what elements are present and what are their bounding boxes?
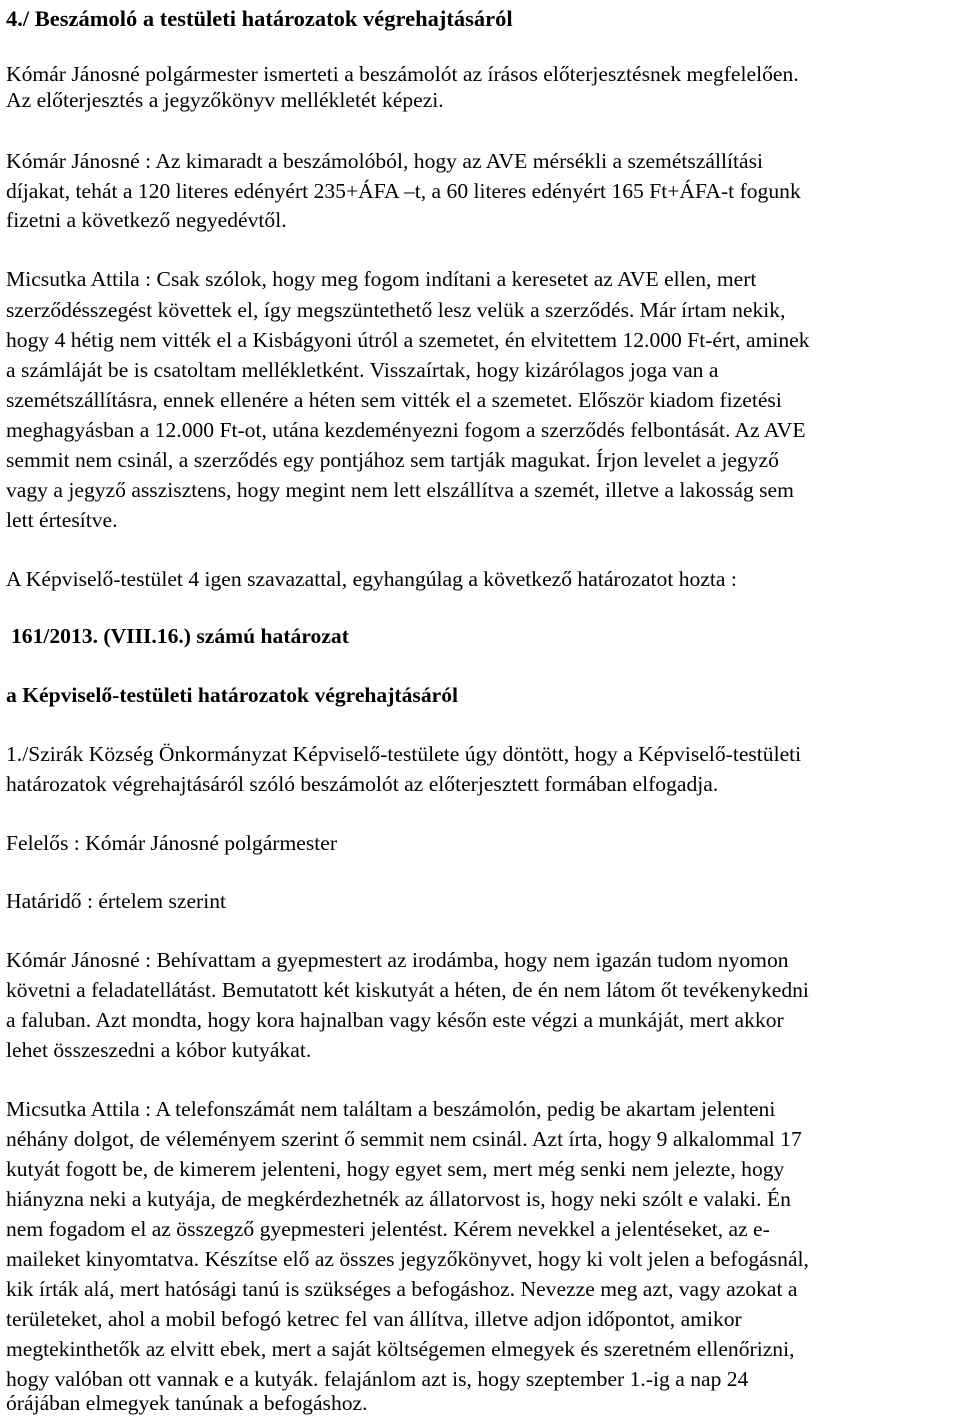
paragraph-line: Kómár Jánosné : Az kimaradt a beszámolóból, hogy az AVE mérsékli a szemétszállítási: [6, 149, 763, 173]
section-heading: 4./ Beszámoló a testületi határozatok végrehajtásáról: [6, 6, 513, 31]
paragraph-line: követni a feladatellátást. Bemutatott két kiskutyát a héten, de én nem látom őt tevékenykedni: [6, 978, 809, 1002]
paragraph-line: semmit nem csinál, a szerződés egy pontjához sem tartják magukat. Írjon levelet a jegyző: [6, 448, 779, 472]
paragraph-line: lett értesítve.: [6, 508, 118, 532]
resolution-title: a Képviselő-testületi határozatok végrehajtásáról: [6, 683, 458, 707]
paragraph-line: Micsutka Attila : A telefonszámát nem találtam a beszámolón, pedig be akartam jelenteni: [6, 1097, 776, 1121]
responsible-line: Felelős : Kómár Jánosné polgármester: [6, 831, 338, 855]
paragraph-line: néhány dolgot, de véleményem szerint ő semmit nem csinál. Azt írta, hogy 9 alkalommal 17: [6, 1127, 802, 1151]
paragraph-line: a faluban. Azt mondta, hogy kora hajnalban vagy későn este végzi a munkáját, mert akkor: [6, 1008, 784, 1032]
paragraph-line: kutyát fogott be, de kimerem jelenteni, hogy egyet sem, mert még senki nem jelezte, hogy: [6, 1157, 785, 1181]
paragraph-line: a számláját be is csatoltam mellékletként. Visszaírtak, hogy kizárólagos joga van a: [6, 358, 719, 382]
vote-statement: A Képviselő-testület 4 igen szavazattal, egyhangúlag a következő határozatot hozta :: [6, 567, 737, 591]
paragraph-line: maileket kinyomtatva. Készítse elő az összes jegyzőkönyvet, hogy ki volt jelen a befogásnál,: [6, 1247, 809, 1271]
deadline-line: Határidő : értelem szerint: [6, 889, 227, 913]
paragraph-line: órájában elmegyek tanúnak a befogáshoz.: [6, 1391, 368, 1415]
paragraph-line: megtekinthetők az elvitt ebek, mert a saját költségemen elmegyek és szeretném ellenőrizni,: [6, 1337, 795, 1361]
paragraph-line: szemétszállításra, ennek ellenére a héten sem vitték el a szemetet. Először kiadom fizetési: [6, 388, 782, 412]
paragraph-line: határozatok végrehajtásáról szóló beszámolót az előterjesztett formában elfogadja.: [6, 772, 719, 796]
paragraph-line: 1./Szirák Község Önkormányzat Képviselő-testülete úgy döntött, hogy a Képviselő-testületi: [6, 742, 802, 766]
paragraph-line: hogy valóban ott vannak e a kutyák. felajánlom azt is, hogy szeptember 1.-ig a nap 24: [6, 1367, 749, 1391]
resolution-number: 161/2013. (VIII.16.) számú határozat: [11, 624, 349, 648]
paragraph-line: Micsutka Attila : Csak szólok, hogy meg fogom indítani a keresetet az AVE ellen, mert: [6, 267, 757, 291]
paragraph-line: vagy a jegyző asszisztens, hogy megint nem lett elszállítva a szemét, illetve a lakosság sem: [6, 478, 794, 502]
paragraph-line: hogy 4 hétig nem vitték el a Kisbágyoni útról a szemetet, én elvitettem 12.000 Ft-ért, aminek: [6, 328, 810, 352]
paragraph-line: lehet összeszedni a kóbor kutyákat.: [6, 1038, 312, 1062]
paragraph-line: hiányzna neki a kutyája, de megkérdezhetnék az állatorvost is, hogy neki szólt e valaki. Én: [6, 1187, 791, 1211]
paragraph-line: Az előterjesztés a jegyzőkönyv mellékletét képezi.: [6, 88, 444, 112]
paragraph-line: fizetni a következő negyedévtől.: [6, 208, 287, 232]
paragraph-line: díjakat, tehát a 120 literes edényért 235+ÁFA –t, a 60 literes edényért 165 Ft+ÁFA-t fogunk: [6, 179, 801, 203]
paragraph-line: Kómár Jánosné polgármester ismerteti a beszámolót az írásos előterjesztésnek megfelelően.: [6, 62, 799, 86]
paragraph-line: Kómár Jánosné : Behívattam a gyepmestert az irodámba, hogy nem igazán tudom nyomon: [6, 948, 789, 972]
paragraph-line: kik írták alá, mert hatósági tanú is szükséges a befogáshoz. Nevezze meg azt, vagy azokat a: [6, 1277, 798, 1301]
paragraph-line: nem fogadom el az összegző gyepmesteri jelentést. Kérem nevekkel a jelentéseket, az e-: [6, 1217, 770, 1241]
paragraph-line: területeket, ahol a mobil befogó ketrec fel van állítva, illetve adjon időpontot, amikor: [6, 1307, 742, 1331]
paragraph-line: szerződésszegést követtek el, így megszüntethető lesz velük a szerződés. Már írtam nekik,: [6, 298, 786, 322]
paragraph-line: meghagyásban a 12.000 Ft-ot, utána kezdeményezni fogom a szerződés felbontását. Az AVE: [6, 418, 806, 442]
